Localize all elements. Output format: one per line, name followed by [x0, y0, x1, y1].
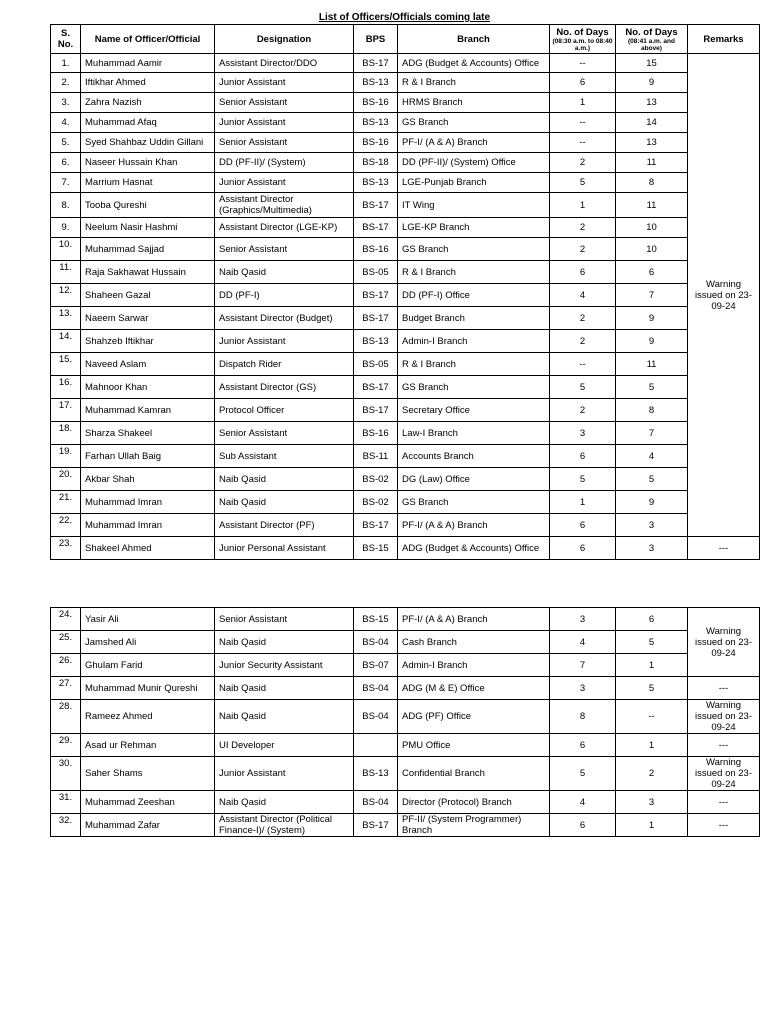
- remarks-cell: ---: [688, 734, 760, 757]
- branch-cell: Secretary Office: [398, 399, 550, 422]
- days-early-cell: 2: [550, 238, 616, 261]
- days-early-cell: 1: [550, 491, 616, 514]
- days-early-cell: 1: [550, 93, 616, 113]
- bps-cell: BS-02: [354, 491, 398, 514]
- serial-number-cell: 11.: [51, 261, 81, 284]
- branch-cell: LGE-Punjab Branch: [398, 173, 550, 193]
- serial-number-cell: 14.: [51, 330, 81, 353]
- table-row: [51, 468, 760, 491]
- designation-cell: Naib Qasid: [215, 700, 354, 734]
- name-cell: Tooba Qureshi: [81, 193, 215, 218]
- name-cell: Sharza Shakeel: [81, 422, 215, 445]
- remarks-cell: ---: [688, 791, 760, 814]
- name-cell: Muhammad Imran: [81, 514, 215, 537]
- days-late-cell: 5: [616, 468, 688, 491]
- serial-number-cell: 21.: [51, 491, 81, 514]
- table-row: [51, 491, 760, 514]
- serial-number-cell: 27.: [51, 677, 81, 700]
- designation-cell: Junior Personal Assistant: [215, 537, 354, 560]
- branch-cell: DD (PF-I) Office: [398, 284, 550, 307]
- days-late-cell: 11: [616, 353, 688, 376]
- days-late-cell: 14: [616, 113, 688, 133]
- serial-number-cell: 3.: [51, 93, 81, 113]
- days-early-cell: 2: [550, 218, 616, 238]
- serial-number-cell: 9.: [51, 218, 81, 238]
- designation-cell: Senior Assistant: [215, 93, 354, 113]
- branch-cell: Director (Protocol) Branch: [398, 791, 550, 814]
- branch-cell: ADG (Budget & Accounts) Office: [398, 54, 550, 73]
- designation-cell: Senior Assistant: [215, 422, 354, 445]
- serial-number-cell: 28.: [51, 700, 81, 734]
- table-row: [51, 284, 760, 307]
- branch-cell: GS Branch: [398, 376, 550, 399]
- designation-cell: Senior Assistant: [215, 608, 354, 631]
- late-officials-table-2: [50, 607, 760, 837]
- designation-cell: Senior Assistant: [215, 238, 354, 261]
- bps-cell: BS-17: [354, 814, 398, 837]
- designation-cell: Assistant Director (GS): [215, 376, 354, 399]
- branch-cell: GS Branch: [398, 113, 550, 133]
- table-row: [51, 631, 760, 654]
- days-early-cell: 3: [550, 422, 616, 445]
- remarks-cell: ---: [688, 677, 760, 700]
- branch-cell: ADG (Budget & Accounts) Office: [398, 537, 550, 560]
- branch-cell: R & I Branch: [398, 261, 550, 284]
- designation-cell: Assistant Director (PF): [215, 514, 354, 537]
- designation-cell: Senior Assistant: [215, 133, 354, 153]
- name-cell: Yasir Ali: [81, 608, 215, 631]
- name-cell: Muhammad Afaq: [81, 113, 215, 133]
- header-designation: Designation: [215, 25, 354, 54]
- remarks-cell: ---: [688, 814, 760, 837]
- bps-cell: BS-05: [354, 261, 398, 284]
- days-early-cell: --: [550, 353, 616, 376]
- branch-cell: Budget Branch: [398, 307, 550, 330]
- designation-cell: Junior Security Assistant: [215, 654, 354, 677]
- days-late-cell: 13: [616, 93, 688, 113]
- bps-cell: BS-17: [354, 193, 398, 218]
- days-early-cell: 8: [550, 700, 616, 734]
- serial-number-cell: 29.: [51, 734, 81, 757]
- days-early-cell: 4: [550, 791, 616, 814]
- days-late-cell: 3: [616, 514, 688, 537]
- header-name: Name of Officer/Official: [81, 25, 215, 54]
- name-cell: Akbar Shah: [81, 468, 215, 491]
- bps-cell: BS-11: [354, 445, 398, 468]
- branch-cell: GS Branch: [398, 491, 550, 514]
- name-cell: Asad ur Rehman: [81, 734, 215, 757]
- days-early-cell: 6: [550, 261, 616, 284]
- name-cell: Naeem Sarwar: [81, 307, 215, 330]
- days-early-cell: 5: [550, 757, 616, 791]
- days-early-cell: 2: [550, 153, 616, 173]
- table-row: [51, 757, 760, 791]
- name-cell: Muhammad Imran: [81, 491, 215, 514]
- branch-cell: GS Branch: [398, 238, 550, 261]
- table-row: [51, 113, 760, 133]
- designation-cell: Naib Qasid: [215, 491, 354, 514]
- days-late-cell: 10: [616, 218, 688, 238]
- days-late-cell: 13: [616, 133, 688, 153]
- bps-cell: BS-02: [354, 468, 398, 491]
- branch-cell: Admin-I Branch: [398, 330, 550, 353]
- designation-cell: Dispatch Rider: [215, 353, 354, 376]
- branch-cell: Admin-I Branch: [398, 654, 550, 677]
- table-row: [51, 376, 760, 399]
- days-early-cell: 5: [550, 173, 616, 193]
- serial-number-cell: 1.: [51, 54, 81, 73]
- table-row: [51, 654, 760, 677]
- serial-number-cell: 23.: [51, 537, 81, 560]
- days-early-cell: 7: [550, 654, 616, 677]
- days-early-cell: 4: [550, 284, 616, 307]
- name-cell: Saher Shams: [81, 757, 215, 791]
- branch-cell: ADG (M & E) Office: [398, 677, 550, 700]
- days-late-cell: 6: [616, 608, 688, 631]
- branch-cell: PF-I/ (A & A) Branch: [398, 133, 550, 153]
- bps-cell: BS-17: [354, 54, 398, 73]
- header-days-early-range: (08:30 a.m. to 08:40 a.m.): [552, 37, 613, 52]
- header-days-late: [616, 25, 688, 54]
- days-late-cell: 9: [616, 491, 688, 514]
- days-early-cell: 6: [550, 73, 616, 93]
- days-late-cell: 3: [616, 537, 688, 560]
- name-cell: Zahra Nazish: [81, 93, 215, 113]
- designation-cell: DD (PF-II)/ (System): [215, 153, 354, 173]
- remarks-warning-cell: Warning issued on 23-09-24: [688, 54, 760, 537]
- days-late-cell: 8: [616, 399, 688, 422]
- branch-cell: Confidential Branch: [398, 757, 550, 791]
- bps-cell: BS-16: [354, 238, 398, 261]
- name-cell: Jamshed Ali: [81, 631, 215, 654]
- bps-cell: BS-17: [354, 376, 398, 399]
- bps-cell: BS-07: [354, 654, 398, 677]
- days-early-cell: 6: [550, 537, 616, 560]
- table-row: [51, 677, 760, 700]
- bps-cell: BS-04: [354, 677, 398, 700]
- table-row: [51, 537, 760, 560]
- days-early-cell: 5: [550, 468, 616, 491]
- bps-cell: BS-04: [354, 700, 398, 734]
- designation-cell: Junior Assistant: [215, 73, 354, 93]
- designation-cell: Naib Qasid: [215, 791, 354, 814]
- days-late-cell: 2: [616, 757, 688, 791]
- designation-cell: DD (PF-I): [215, 284, 354, 307]
- serial-number-cell: 31.: [51, 791, 81, 814]
- days-early-cell: --: [550, 54, 616, 73]
- name-cell: Muhammad Aamir: [81, 54, 215, 73]
- serial-number-cell: 30.: [51, 757, 81, 791]
- branch-cell: DG (Law) Office: [398, 468, 550, 491]
- table-row: [51, 218, 760, 238]
- designation-cell: Junior Assistant: [215, 757, 354, 791]
- name-cell: Shaheen Gazal: [81, 284, 215, 307]
- days-late-cell: 4: [616, 445, 688, 468]
- days-late-cell: --: [616, 700, 688, 734]
- header-bps: BPS: [354, 25, 398, 54]
- serial-number-cell: 19.: [51, 445, 81, 468]
- branch-cell: PMU Office: [398, 734, 550, 757]
- branch-cell: PF-II/ (System Programmer) Branch: [398, 814, 550, 837]
- branch-cell: ADG (PF) Office: [398, 700, 550, 734]
- days-early-cell: 1: [550, 193, 616, 218]
- table-row: [51, 734, 760, 757]
- days-early-cell: --: [550, 133, 616, 153]
- bps-cell: BS-13: [354, 173, 398, 193]
- serial-number-cell: 6.: [51, 153, 81, 173]
- serial-number-cell: 17.: [51, 399, 81, 422]
- name-cell: Syed Shahbaz Uddin Gillani: [81, 133, 215, 153]
- late-officials-table-1: [50, 24, 760, 560]
- table-row: [51, 238, 760, 261]
- days-late-cell: 7: [616, 284, 688, 307]
- name-cell: Naseer Hussain Khan: [81, 153, 215, 173]
- name-cell: Mahnoor Khan: [81, 376, 215, 399]
- designation-cell: Assistant Director (Graphics/Multimedia): [215, 193, 354, 218]
- table-row: [51, 814, 760, 837]
- table-row: [51, 307, 760, 330]
- serial-number-cell: 15.: [51, 353, 81, 376]
- serial-number-cell: 24.: [51, 608, 81, 631]
- designation-cell: Junior Assistant: [215, 113, 354, 133]
- days-early-cell: 3: [550, 608, 616, 631]
- table-row: [51, 153, 760, 173]
- days-late-cell: 6: [616, 261, 688, 284]
- branch-cell: Cash Branch: [398, 631, 550, 654]
- serial-number-cell: 20.: [51, 468, 81, 491]
- days-late-cell: 9: [616, 73, 688, 93]
- name-cell: Muhammad Sajjad: [81, 238, 215, 261]
- name-cell: Shakeel Ahmed: [81, 537, 215, 560]
- days-late-cell: 9: [616, 307, 688, 330]
- serial-number-cell: 5.: [51, 133, 81, 153]
- serial-number-cell: 12.: [51, 284, 81, 307]
- remarks-cell: ---: [688, 537, 760, 560]
- days-early-cell: 4: [550, 631, 616, 654]
- header-row: [51, 25, 760, 54]
- branch-cell: R & I Branch: [398, 353, 550, 376]
- days-late-cell: 7: [616, 422, 688, 445]
- days-early-cell: 2: [550, 399, 616, 422]
- branch-cell: DD (PF-II)/ (System) Office: [398, 153, 550, 173]
- table-row: [51, 173, 760, 193]
- name-cell: Naveed Aslam: [81, 353, 215, 376]
- name-cell: Farhan Ullah Baig: [81, 445, 215, 468]
- bps-cell: BS-17: [354, 218, 398, 238]
- days-early-cell: --: [550, 113, 616, 133]
- designation-cell: Sub Assistant: [215, 445, 354, 468]
- branch-cell: HRMS Branch: [398, 93, 550, 113]
- table-row: [51, 353, 760, 376]
- days-early-cell: 3: [550, 677, 616, 700]
- days-late-cell: 1: [616, 814, 688, 837]
- table-row: [51, 399, 760, 422]
- bps-cell: BS-16: [354, 133, 398, 153]
- bps-cell: BS-13: [354, 330, 398, 353]
- branch-cell: Accounts Branch: [398, 445, 550, 468]
- serial-number-cell: 7.: [51, 173, 81, 193]
- designation-cell: Naib Qasid: [215, 677, 354, 700]
- bps-cell: BS-13: [354, 757, 398, 791]
- designation-cell: Naib Qasid: [215, 468, 354, 491]
- branch-cell: PF-I/ (A & A) Branch: [398, 514, 550, 537]
- bps-cell: BS-17: [354, 307, 398, 330]
- days-early-cell: 6: [550, 814, 616, 837]
- table-row: [51, 93, 760, 113]
- bps-cell: BS-04: [354, 631, 398, 654]
- designation-cell: Naib Qasid: [215, 631, 354, 654]
- bps-cell: BS-05: [354, 353, 398, 376]
- serial-number-cell: 10.: [51, 238, 81, 261]
- table-row: [51, 261, 760, 284]
- days-early-cell: 6: [550, 445, 616, 468]
- name-cell: Shahzeb Iftikhar: [81, 330, 215, 353]
- designation-cell: Assistant Director (Budget): [215, 307, 354, 330]
- header-days-late-label: No. of Days: [625, 26, 678, 38]
- days-late-cell: 11: [616, 193, 688, 218]
- table-row: [51, 700, 760, 734]
- header-remarks: Remarks: [688, 25, 760, 54]
- table-row: [51, 54, 760, 73]
- bps-cell: BS-17: [354, 514, 398, 537]
- days-early-cell: 2: [550, 330, 616, 353]
- bps-cell: BS-13: [354, 113, 398, 133]
- days-late-cell: 10: [616, 238, 688, 261]
- days-late-cell: 5: [616, 677, 688, 700]
- table-row: [51, 445, 760, 468]
- serial-number-cell: 16.: [51, 376, 81, 399]
- name-cell: Ghulam Farid: [81, 654, 215, 677]
- name-cell: Rameez Ahmed: [81, 700, 215, 734]
- serial-number-cell: 13.: [51, 307, 81, 330]
- name-cell: Muhammad Munir Qureshi: [81, 677, 215, 700]
- name-cell: Muhammad Zafar: [81, 814, 215, 837]
- days-early-cell: 2: [550, 307, 616, 330]
- designation-cell: UI Developer: [215, 734, 354, 757]
- designation-cell: Assistant Director (LGE-KP): [215, 218, 354, 238]
- bps-cell: BS-18: [354, 153, 398, 173]
- table-row: [51, 514, 760, 537]
- bps-cell: BS-16: [354, 422, 398, 445]
- bps-cell: BS-17: [354, 399, 398, 422]
- days-early-cell: 6: [550, 734, 616, 757]
- page-title: List of Officers/Officials coming late: [318, 12, 491, 23]
- serial-number-cell: 8.: [51, 193, 81, 218]
- designation-cell: Naib Qasid: [215, 261, 354, 284]
- serial-number-cell: 2.: [51, 73, 81, 93]
- days-late-cell: 15: [616, 54, 688, 73]
- days-late-cell: 5: [616, 631, 688, 654]
- header-days-late-range: (08:41 a.m. and above): [628, 37, 675, 52]
- branch-cell: Law-I Branch: [398, 422, 550, 445]
- serial-number-cell: 4.: [51, 113, 81, 133]
- table-row: [51, 330, 760, 353]
- bps-cell: BS-17: [354, 284, 398, 307]
- branch-cell: R & I Branch: [398, 73, 550, 93]
- serial-number-cell: 32.: [51, 814, 81, 837]
- bps-cell: BS-16: [354, 93, 398, 113]
- name-cell: Raja Sakhawat Hussain: [81, 261, 215, 284]
- designation-cell: Junior Assistant: [215, 173, 354, 193]
- bps-cell: [354, 734, 398, 757]
- serial-number-cell: 25.: [51, 631, 81, 654]
- table-row: [51, 193, 760, 218]
- header-branch: Branch: [398, 25, 550, 54]
- branch-cell: IT Wing: [398, 193, 550, 218]
- serial-number-cell: 26.: [51, 654, 81, 677]
- name-cell: Marrium Hasnat: [81, 173, 215, 193]
- days-late-cell: 8: [616, 173, 688, 193]
- header-sno: S. No.: [51, 25, 81, 54]
- table-row: [51, 73, 760, 93]
- bps-cell: BS-13: [354, 73, 398, 93]
- designation-cell: Assistant Director/DDO: [215, 54, 354, 73]
- branch-cell: LGE-KP Branch: [398, 218, 550, 238]
- name-cell: Neelum Nasir Hashmi: [81, 218, 215, 238]
- branch-cell: PF-I/ (A & A) Branch: [398, 608, 550, 631]
- bps-cell: BS-15: [354, 608, 398, 631]
- serial-number-cell: 22.: [51, 514, 81, 537]
- table-row: [51, 608, 760, 631]
- name-cell: Muhammad Zeeshan: [81, 791, 215, 814]
- remarks-cell: Warning issued on 23-09-24: [688, 757, 760, 791]
- serial-number-cell: 18.: [51, 422, 81, 445]
- header-days-early-label: No. of Days: [556, 26, 609, 38]
- table-row: [51, 422, 760, 445]
- name-cell: Muhammad Kamran: [81, 399, 215, 422]
- days-late-cell: 5: [616, 376, 688, 399]
- header-days-early: [550, 25, 616, 54]
- days-early-cell: 6: [550, 514, 616, 537]
- days-late-cell: 3: [616, 791, 688, 814]
- table-row: [51, 791, 760, 814]
- designation-cell: Junior Assistant: [215, 330, 354, 353]
- days-late-cell: 11: [616, 153, 688, 173]
- days-late-cell: 1: [616, 734, 688, 757]
- days-early-cell: 5: [550, 376, 616, 399]
- bps-cell: BS-15: [354, 537, 398, 560]
- table-row: [51, 133, 760, 153]
- designation-cell: Protocol Officer: [215, 399, 354, 422]
- remarks-cell: Warning issued on 23-09-24: [688, 700, 760, 734]
- days-late-cell: 1: [616, 654, 688, 677]
- name-cell: Iftikhar Ahmed: [81, 73, 215, 93]
- days-late-cell: 9: [616, 330, 688, 353]
- designation-cell: Assistant Director (Political Finance-I)/ (System): [215, 814, 354, 837]
- bps-cell: BS-04: [354, 791, 398, 814]
- remarks-warning-cell: Warning issued on 23-09-24: [688, 608, 760, 677]
